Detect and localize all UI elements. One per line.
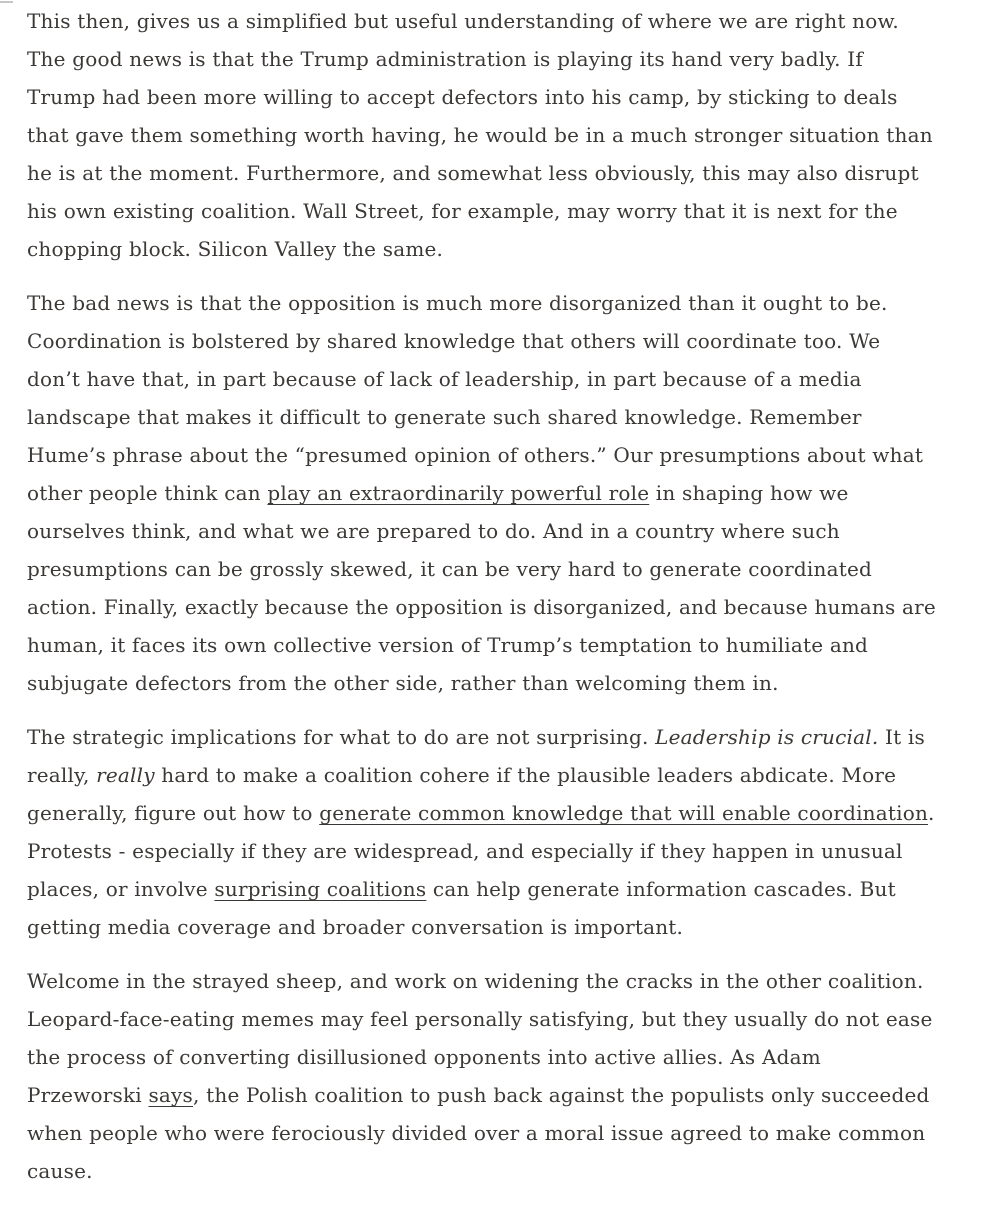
body-text: can help generate information cascades. But getting media coverage and broader conversation is important.: [27, 877, 896, 939]
body-text: Welcome in the strayed sheep, and work on widening the cracks in the other coalition. Leopard-face-eating memes may feel personally satisfying, but they usually do not ease the process of converting disillusioned opponents into active allies. As Adam Przeworski: [27, 969, 933, 1107]
body-text: . Protests - especially if they are widespread, and especially if they happen in unusual places, or involve: [27, 801, 935, 901]
body-text: The strategic implications for what to do are not surprising.: [27, 725, 656, 749]
paragraph: [27, 962, 938, 1190]
inline-link[interactable]: play an extraordinarily powerful role: [267, 481, 650, 505]
inline-link[interactable]: generate common knowledge that will enable coordination: [319, 801, 929, 825]
body-text: The bad news is that the opposition is much more disorganized than it ought to be. Coordination is bolstered by shared knowledge that others will coordinate too. We don’t have that, in part because of lack of leadership, in part because of a media landscape that makes it difficult to generate such shared knowledge. Remember Hume’s phrase about the “presumed opinion of others.” Our presumptions about what other people think can: [27, 291, 924, 505]
emphasis-text: really: [96, 763, 155, 787]
body-text: in shaping how we ourselves think, and what we are prepared to do. And in a country where such presumptions can be grossly skewed, it can be very hard to generate coordinated action. Finally, exactly because the opposition is disorganized, and because humans are human, it faces its own collective version of Trump’s temptation to humiliate and subjugate defectors from the other side, rather than welcoming them in.: [27, 481, 936, 695]
body-text: This then, gives us a simplified but useful understanding of where we are right now. The good news is that the Trump administration is playing its hand very badly. If Trump had been more willing to accept defectors into his camp, by sticking to deals that gave them something worth having, he would be in a much stronger situation than he is at the moment. Furthermore, and somewhat less obviously, this may also disrupt his own existing coalition. Wall Street, for example, may worry that it is next for the chopping block. Silicon Valley the same.: [27, 9, 933, 261]
paragraph: [27, 2, 938, 268]
inline-link[interactable]: surprising coalitions: [214, 877, 427, 901]
paragraph: [27, 284, 938, 702]
cut-off-link-underline-fragment: [0, 1, 13, 3]
body-text: , the Polish coalition to push back against the populists only succeeded when people who were ferociously divided over a moral issue agreed to make common cause.: [27, 1083, 930, 1183]
inline-link[interactable]: says: [148, 1083, 194, 1107]
body-text: It is really,: [27, 725, 925, 787]
paragraph: [27, 718, 938, 946]
emphasis-text: Leadership is crucial.: [655, 725, 879, 749]
body-text: hard to make a coalition cohere if the plausible leaders abdicate. More generally, figure out how to: [27, 763, 897, 825]
